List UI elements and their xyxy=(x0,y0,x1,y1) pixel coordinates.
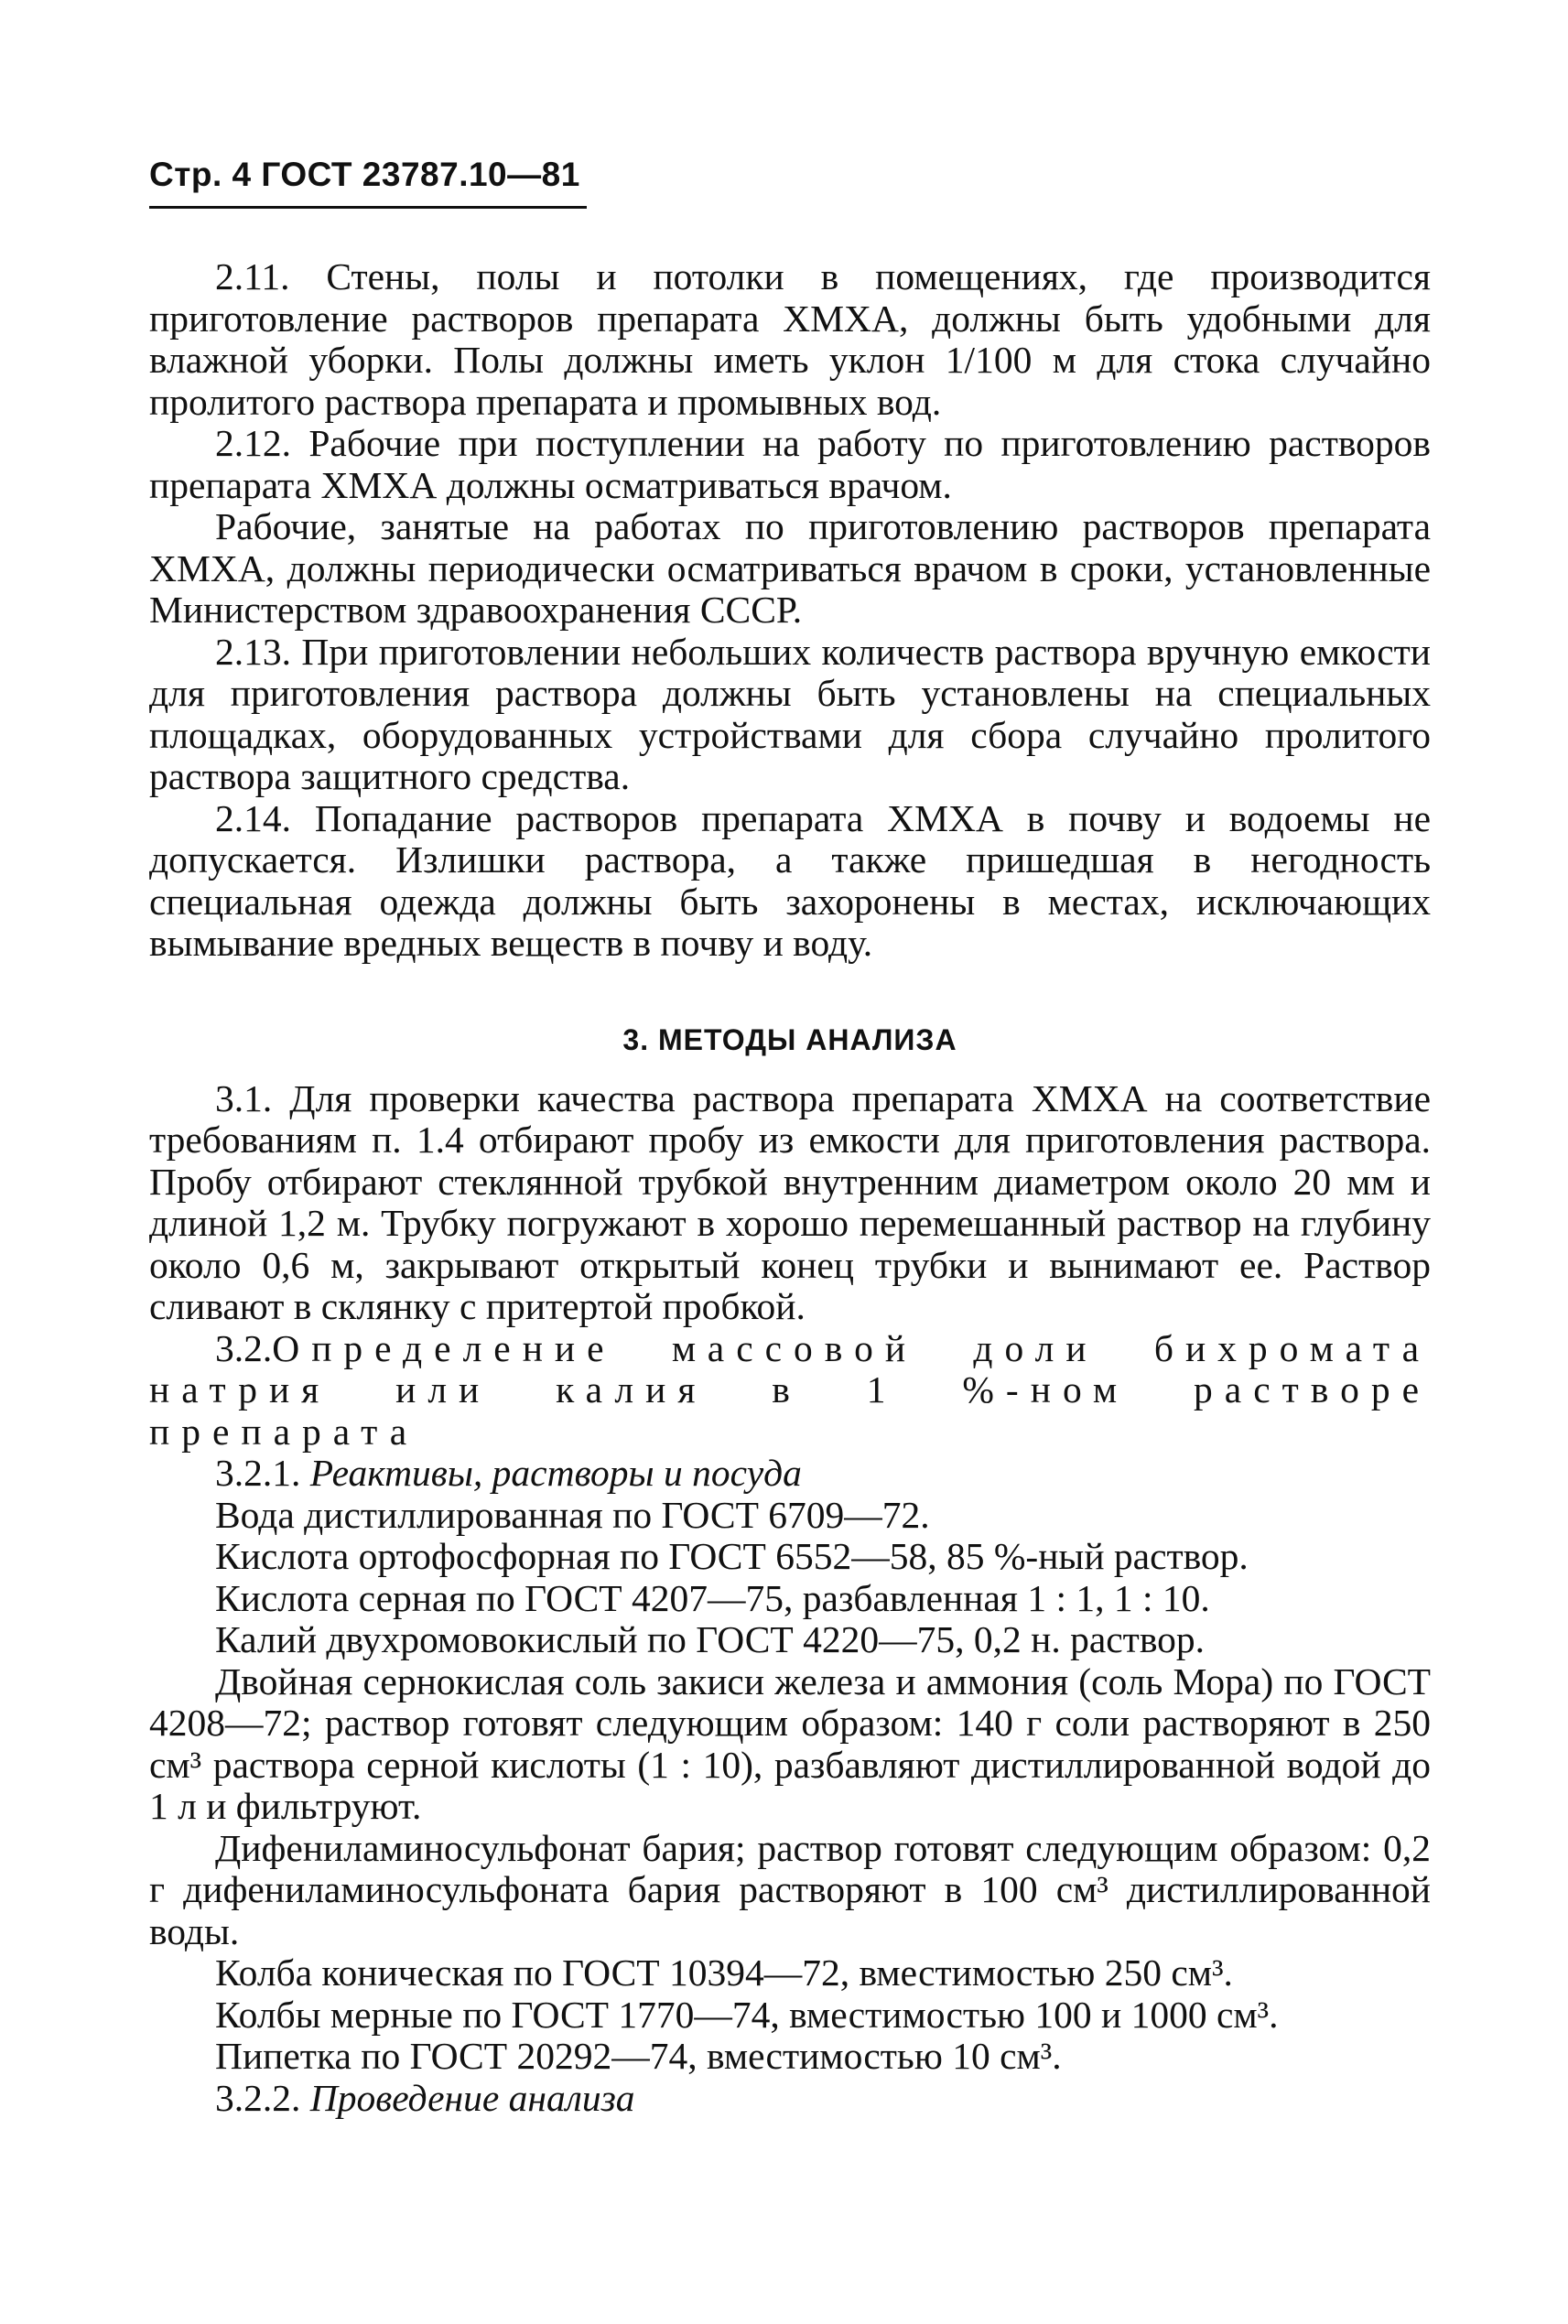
section-heading: 3. МЕТОДЫ АНАЛИЗА xyxy=(622,1022,957,1056)
clause-title-italic: Реактивы, растворы и посуда xyxy=(309,1452,802,1494)
paragraph-3-2-1 xyxy=(149,1453,1431,1495)
paragraph-2-12-continued: Рабочие, занятые на работах по приготовлению растворов препарата ХМХА, должны периодически осматриваться врачом в сроки, установленные Министерством здравоохранения СССР. xyxy=(149,505,1431,631)
document-body xyxy=(149,256,1431,2119)
paragraph-2-12: 2.12. Рабочие при поступлении на работу по приготовлению растворов препарата ХМХА должны осматриваться врачом. xyxy=(149,422,1431,506)
paragraph-2-13: 2.13. При приготовлении небольших количеств раствора вручную емкости для приготовления раствора должны быть установлены на специальных площадках, оборудованных устройствами для сбора случайно пролитого раствора защитного средства. xyxy=(149,630,1431,797)
reagent-item: Дифениламиносульфонат бария; раствор готовят следующим образом: 0,2 г дифениламиносульфоната бария растворяют в 100 см³ дистиллированной воды. xyxy=(149,1826,1431,1952)
paragraph-3-1: 3.1. Для проверки качества раствора препарата ХМХА на соответствие требованиям п. 1.4 отбирают пробу из емкости для приготовления раствора. Пробу отбирают стеклянной трубкой внутренним диаметром около 20 мм и длиной 1,2 м. Трубку погружают в хорошо перемешанный раствор на глубину около 0,6 м, закрывают открытый конец трубки и вынимают ее. Раствор сливают в склянку с притертой пробкой. xyxy=(149,1076,1431,1327)
clause-number: 3.2. xyxy=(215,1326,273,1369)
paragraph-3-2-2 xyxy=(149,2078,1431,2120)
header-rule xyxy=(149,206,587,209)
reagent-item: Вода дистиллированная по ГОСТ 6709—72. xyxy=(215,1493,930,1536)
paragraph-2-14: 2.14. Попадание растворов препарата ХМХА в почву и водоемы не допускается. Излишки раствора, а также пришедшая в негодность специальная одежда должны быть захоронены в местах, исключающих вымывание вредных веществ в почву и воду. xyxy=(149,796,1431,964)
clause-title-spaced: Определение массовой доли бихромата натрия или калия в 1 %-ном растворе препарата xyxy=(149,1326,1431,1453)
equipment-item: Колба коническая по ГОСТ 10394—72, вместимостью 250 см³. xyxy=(215,1951,1233,1994)
running-header: Стр. 4 ГОСТ 23787.10—81 xyxy=(149,156,580,193)
reagent-item: Калий двухромовокислый по ГОСТ 4220—75, 0,2 н. раствор. xyxy=(215,1618,1206,1660)
reagent-item: Кислота ортофосфорная по ГОСТ 6552—58, 85 %-ный раствор. xyxy=(215,1535,1249,1577)
reagent-item: Кислота серная по ГОСТ 4207—75, разбавленная 1 : 1, 1 : 10. xyxy=(215,1576,1210,1619)
clause-title-italic: Проведение анализа xyxy=(309,2076,635,2119)
equipment-item: Пипетка по ГОСТ 20292—74, вместимостью 10 см³. xyxy=(215,2035,1062,2077)
paragraph-3-2 xyxy=(149,1328,1431,1454)
reagent-item: Двойная сернокислая соль закиси железа и аммония (соль Мора) по ГОСТ 4208—72; раствор готовят следующим образом: 140 г соли растворяют в 250 см³ раствора серной кислоты (1 : 10), разбавляют дистиллированной водой до 1 л и фильтруют. xyxy=(149,1659,1431,1827)
paragraph-2-11: 2.11. Стены, полы и потолки в помещениях, где производится приготовление растворов препарата ХМХА, должны быть удобными для влажной уборки. Полы должны иметь уклон 1/100 м для стока случайно пролитого раствора препарата и промывных вод. xyxy=(149,255,1431,423)
clause-number: 3.2.1. xyxy=(215,1452,301,1494)
clause-number: 3.2.2. xyxy=(215,2076,301,2119)
equipment-item: Колбы мерные по ГОСТ 1770—74, вместимостью 100 и 1000 см³. xyxy=(215,1993,1279,2036)
